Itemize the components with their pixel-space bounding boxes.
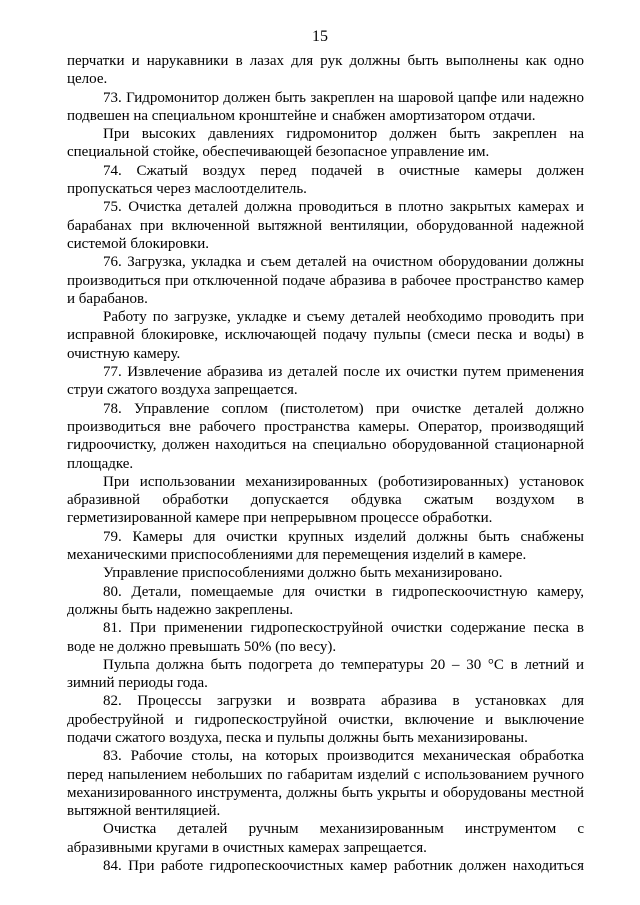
paragraph: 82. Процессы загрузки и возврата абразива в установках для дробеструйной и гидропескоструйной очистки, включение и выключение подачи сжатого воздуха, песка и пульпы должны быть механизированы. — [67, 693, 584, 746]
paragraph: 84. При работе гидропескоочистных камер работник должен находиться — [103, 858, 584, 875]
paragraph: Пульпа должна быть подогрета до температуры 20 – 30 °С в летний и зимний периоды года. — [67, 656, 584, 692]
paragraph: Работу по загрузке, укладке и съему деталей необходимо проводить при исправной блокировке, исключающей подачу пульпы (смеси песка и воды) в очистную камеру. — [67, 309, 584, 362]
paragraph: 73. Гидромонитор должен быть закреплен на шаровой цапфе или надежно подвешен на специальном кронштейне и снабжен амортизатором отдачи. — [67, 89, 584, 124]
paragraph: При использовании механизированных (роботизированных) установок абразивной обработки допускается обдувка сжатым воздухом в герметизированной камере при непрерывном процессе обработки. — [67, 473, 584, 527]
paragraph: При высоких давлениях гидромонитор должен быть закреплен на специальной стойке, обеспечивающей безопасное управление им. — [67, 126, 584, 161]
paragraph: 83. Рабочие столы, на которых производится механическая обработка перед напылением небольших по габаритам изделий с использованием ручного механизированного инструмента, должны быть укрыты и оборудованы местной вытяжной вентиляцией. — [67, 748, 584, 820]
paragraph: Управление приспособлениями должно быть механизировано. — [103, 565, 503, 582]
paragraph: 77. Извлечение абразива из деталей после их очистки путем применения струи сжатого воздуха запрещается. — [67, 364, 584, 399]
paragraph: 78. Управление соплом (пистолетом) при очистке деталей должно производиться вне рабочего пространства камеры. Оператор, производящий гидроочистку, должен находиться на специально оборудованной стационарной площадке. — [67, 400, 584, 472]
paragraph: Очистка деталей ручным механизированным инструментом с абразивными кругами в очистных камерах запрещается. — [67, 821, 584, 856]
paragraph: 79. Камеры для очистки крупных изделий должны быть снабжены механическими приспособлениями для перемещения изделий в камере. — [67, 528, 584, 564]
paragraph: 80. Детали, помещаемые для очистки в гидропескоочистную камеру, должны быть надежно закреплены. — [67, 583, 584, 618]
page-number: 15 — [312, 28, 328, 45]
paragraph: перчатки и нарукавники в лазах для рук должны быть выполнены как одно целое. — [67, 53, 584, 88]
paragraph: 74. Сжатый воздух перед подачей в очистные камеры должен пропускаться через маслоотделитель. — [67, 162, 584, 198]
paragraph: 75. Очистка деталей должна проводиться в плотно закрытых камерах и барабанах при включенной вытяжной вентиляции, оборудованной надежной системой блокировки. — [67, 199, 584, 252]
document-body — [67, 52, 584, 875]
paragraph: 81. При применении гидропескоструйной очистки содержание песка в воде не должно превышать 50% (по весу). — [67, 620, 584, 655]
paragraph: 76. Загрузка, укладка и съем деталей на очистном оборудовании должны производиться при отключенной подаче абразива в рабочее пространство камер и барабанов. — [67, 254, 584, 307]
